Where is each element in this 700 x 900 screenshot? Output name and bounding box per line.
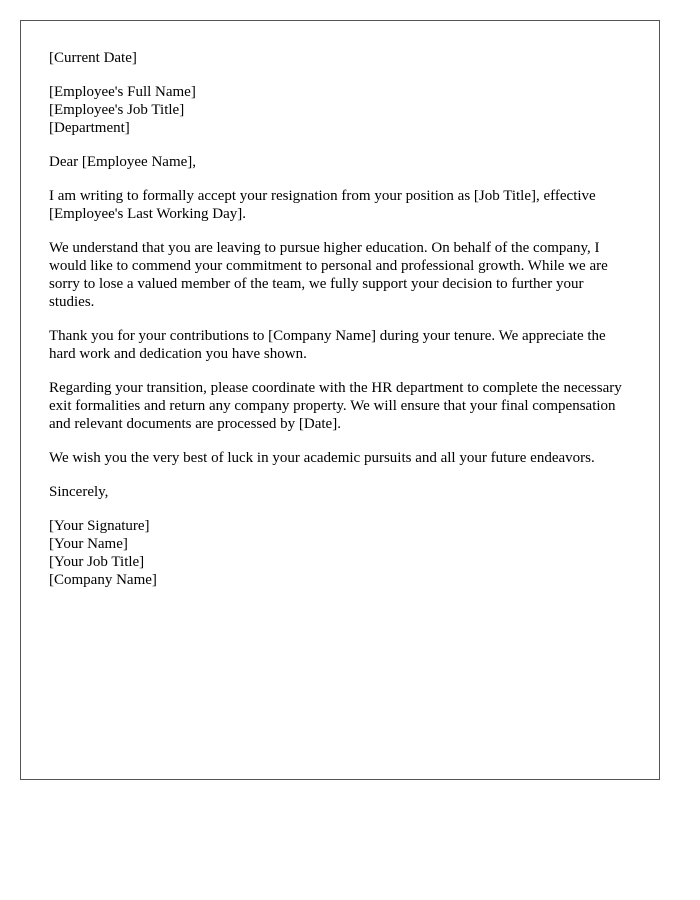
signer-job-title: [Your Job Title]	[49, 554, 145, 570]
signature: [Your Signature]	[49, 518, 150, 534]
recipient-job-title: [Employee's Job Title]	[49, 102, 185, 118]
body-paragraph-education: We understand that you are leaving to pursue higher education. On behalf of the company, I would like to commend your commitment to personal and professional growth. While we are sorry to lose a valued member of the team, we fully support your decision to further your studies.	[49, 240, 608, 310]
closing: Sincerely,	[49, 484, 109, 500]
signer-company: [Company Name]	[49, 572, 157, 588]
body-paragraph-thanks: Thank you for your contributions to [Company Name] during your tenure. We appreciate the hard work and dedication you have shown.	[49, 328, 606, 362]
recipient-name: [Employee's Full Name]	[49, 84, 196, 100]
signer-name: [Your Name]	[49, 536, 128, 552]
body-paragraph-acceptance: I am writing to formally accept your resignation from your position as [Job Title], effective [Employee's Last Working Day].	[49, 188, 596, 222]
recipient-department: [Department]	[49, 120, 130, 136]
recipient-block	[49, 83, 631, 137]
signature-block	[49, 517, 631, 589]
salutation: Dear [Employee Name],	[49, 154, 197, 170]
letter-date: [Current Date]	[49, 50, 137, 66]
body-paragraph-transition: Regarding your transition, please coordinate with the HR department to complete the necessary exit formalities and return any company property. We will ensure that your final compensation and relevant documents are processed by [Date].	[49, 380, 622, 432]
letter-page	[20, 20, 660, 780]
body-paragraph-wishes: We wish you the very best of luck in your academic pursuits and all your future endeavors.	[49, 450, 595, 466]
